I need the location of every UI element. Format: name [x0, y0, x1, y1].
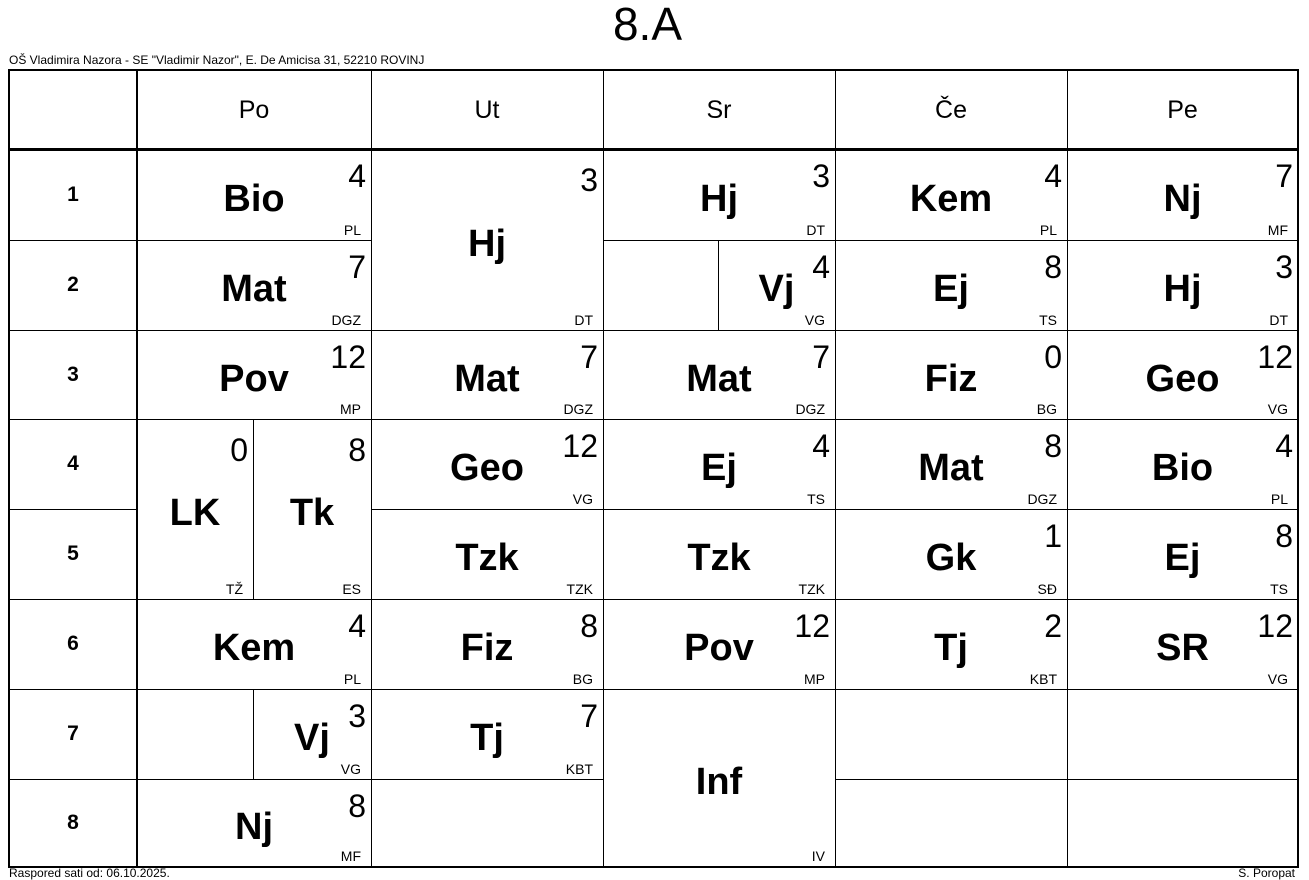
row-divider [137, 779, 371, 780]
period-label: 6 [67, 632, 79, 655]
row-divider [10, 689, 136, 690]
lesson-subject: Mat [686, 357, 752, 400]
lesson-teacher: TŽ [225, 581, 243, 597]
lesson-room: 8 [1044, 249, 1062, 285]
lesson-teacher: MF [1267, 222, 1288, 238]
lesson-teacher: DGZ [331, 312, 361, 328]
lesson-teacher: TS [1039, 312, 1057, 328]
lesson-teacher: BG [572, 671, 593, 687]
row-divider [137, 240, 371, 241]
lesson-room: 7 [1275, 158, 1293, 194]
lesson-subject: Fiz [924, 357, 978, 400]
row-divider [10, 240, 136, 241]
lesson-subject: Mat [454, 357, 520, 400]
lesson-subject: Tj [470, 717, 504, 759]
lesson-room: 12 [794, 608, 830, 644]
lesson-cell [603, 689, 835, 866]
row-divider [1067, 689, 1298, 690]
row-divider [603, 330, 835, 331]
lesson-subject: Tk [289, 492, 335, 534]
lesson-cell [603, 509, 835, 599]
lesson-teacher: TZK [798, 581, 825, 597]
lesson-subject: Mat [918, 447, 984, 489]
lesson-teacher: MP [804, 671, 825, 687]
row-divider [835, 330, 1067, 331]
lesson-cell [603, 419, 835, 509]
group-divider [253, 689, 254, 779]
row-divider [10, 779, 136, 780]
lesson-teacher: KBT [1029, 671, 1057, 687]
lesson-cell [1067, 330, 1298, 419]
lesson-subject: Tj [934, 627, 968, 669]
lesson-cell [835, 240, 1067, 330]
row-divider [835, 509, 1067, 510]
row-divider [1067, 509, 1298, 510]
lesson-cell [137, 330, 371, 419]
lesson-room: 8 [348, 432, 366, 468]
lesson-teacher: PL [343, 222, 361, 238]
lesson-room: 2 [1044, 608, 1062, 644]
lesson-subject: Hj [468, 222, 506, 265]
lesson-cell [137, 779, 371, 866]
lesson-cell [1067, 149, 1298, 240]
lesson-subject: Tzk [455, 537, 519, 579]
lesson-teacher: MF [340, 848, 361, 864]
row-divider [835, 599, 1067, 600]
period-label: 1 [67, 182, 79, 206]
lesson-subject: Tzk [687, 537, 751, 579]
lesson-cell [137, 599, 371, 689]
row-divider [137, 419, 371, 420]
group-divider [253, 419, 254, 599]
lesson-teacher: PL [1039, 222, 1057, 238]
lesson-subject: Bio [223, 177, 285, 220]
lesson-cell [371, 509, 603, 599]
lesson-teacher: PL [343, 671, 361, 687]
author: S. Poropat [1238, 866, 1295, 880]
lesson-room: 7 [348, 249, 366, 285]
lesson-cell [137, 149, 371, 240]
lesson-subject: Nj [1163, 177, 1202, 220]
period-label: 2 [67, 273, 79, 296]
row-divider [1067, 419, 1298, 420]
lesson-room: 3 [348, 698, 366, 734]
row-divider [1067, 240, 1298, 241]
day-header: Pe [1167, 95, 1198, 124]
lesson-room: 3 [812, 158, 830, 194]
lesson-room: 7 [812, 339, 830, 375]
lesson-cell [371, 419, 603, 509]
lesson-teacher: VG [340, 761, 361, 777]
lesson-room: 4 [1044, 158, 1062, 194]
lesson-cell [1067, 599, 1298, 689]
row-divider [1067, 599, 1298, 600]
lesson-teacher: DGZ [563, 401, 593, 417]
group-divider [718, 240, 719, 330]
lesson-subject: SR [1156, 627, 1209, 669]
lesson-room: 0 [1044, 339, 1062, 375]
lesson-cell [371, 599, 603, 689]
lesson-subject: Hj [1163, 268, 1202, 310]
school-name: OŠ Vladimira Nazora - SE "Vladimir Nazor", E. De Amicisa 31, 52210 ROVINJ [9, 53, 425, 67]
lesson-teacher: SĐ [1037, 581, 1057, 597]
lesson-subject: Kem [909, 177, 993, 220]
row-divider [371, 419, 603, 420]
lesson-room: 8 [580, 608, 598, 644]
row-divider [603, 689, 835, 690]
lesson-subject: Geo [1145, 357, 1220, 400]
lesson-room: 7 [580, 339, 598, 375]
lesson-subject: Mat [221, 268, 287, 310]
row-divider [835, 240, 1067, 241]
lesson-teacher: VG [804, 312, 825, 328]
lesson-teacher: VG [1267, 671, 1288, 687]
lesson-teacher: IV [811, 848, 825, 864]
lesson-teacher: VG [572, 491, 593, 507]
lesson-room: 4 [348, 158, 366, 194]
lesson-room: 8 [348, 788, 366, 824]
lesson-teacher: VG [1267, 401, 1288, 417]
lesson-room: 3 [580, 162, 598, 198]
row-divider [371, 509, 603, 510]
lesson-cell [1067, 240, 1298, 330]
lesson-room: 4 [812, 249, 830, 285]
row-divider [10, 509, 136, 510]
lesson-room: 12 [1257, 339, 1293, 375]
lesson-cell [371, 330, 603, 419]
row-divider [1067, 330, 1298, 331]
lesson-subject: Fiz [460, 627, 514, 669]
period-label: 5 [67, 542, 79, 565]
lesson-subject: Vj [294, 717, 330, 759]
lesson-cell [835, 509, 1067, 599]
lesson-subject: LK [169, 492, 221, 534]
row-divider [603, 599, 835, 600]
lesson-cell [253, 689, 371, 779]
lesson-cell [371, 149, 603, 330]
lesson-room: 1 [1044, 518, 1062, 554]
lesson-cell [603, 330, 835, 419]
lesson-room: 8 [1275, 518, 1293, 554]
lesson-room: 8 [1044, 428, 1062, 464]
lesson-room: 4 [812, 428, 830, 464]
lesson-cell [835, 419, 1067, 509]
row-divider [137, 689, 371, 690]
row-divider [371, 599, 603, 600]
lesson-cell [603, 149, 835, 240]
lesson-room: 4 [348, 608, 366, 644]
row-divider [137, 330, 371, 331]
lesson-room: 7 [580, 698, 598, 734]
day-header: Po [238, 95, 270, 124]
lesson-subject: Ej [1164, 537, 1201, 579]
row-divider [10, 419, 136, 420]
row-divider [10, 330, 136, 331]
lesson-cell [835, 149, 1067, 240]
day-header: Ut [474, 95, 500, 124]
lesson-cell [1067, 509, 1298, 599]
row-divider [603, 509, 835, 510]
lesson-teacher: TS [807, 491, 825, 507]
lesson-cell [137, 240, 371, 330]
lesson-cell [835, 599, 1067, 689]
lesson-subject: Ej [933, 268, 969, 310]
lesson-subject: Pov [219, 357, 289, 400]
period-label: 7 [67, 722, 79, 745]
period-label: 3 [67, 362, 79, 386]
row-divider [835, 689, 1067, 690]
lesson-cell [1067, 419, 1298, 509]
lesson-teacher: PL [1270, 491, 1288, 507]
lesson-cell [835, 330, 1067, 419]
lesson-subject: Nj [235, 805, 273, 848]
lesson-teacher: DT [806, 222, 825, 238]
lesson-teacher: DT [1269, 312, 1288, 328]
row-divider [10, 599, 136, 600]
row-divider [371, 330, 603, 331]
lesson-subject: Hj [700, 177, 738, 220]
lesson-cell [137, 419, 253, 599]
lesson-room: 0 [230, 432, 248, 468]
lesson-subject: Kem [212, 627, 296, 669]
lesson-cell [603, 599, 835, 689]
row-divider [371, 689, 603, 690]
period-label: 4 [67, 452, 79, 475]
lesson-teacher: BG [1036, 401, 1057, 417]
lesson-subject: Ej [701, 447, 737, 489]
day-header: Če [935, 95, 967, 124]
lesson-teacher: DGZ [795, 401, 825, 417]
schedule-date: Raspored sati od: 06.10.2025. [9, 866, 170, 880]
lesson-teacher: KBT [565, 761, 593, 777]
lesson-teacher: ES [342, 581, 361, 597]
lesson-teacher: DGZ [1027, 491, 1057, 507]
row-divider [137, 599, 371, 600]
lesson-teacher: TZK [566, 581, 593, 597]
lesson-subject: Pov [684, 627, 754, 669]
lesson-subject: Geo [450, 447, 524, 489]
lesson-room: 12 [562, 428, 598, 464]
lesson-subject: Gk [925, 537, 977, 579]
lesson-subject: Vj [758, 268, 795, 310]
lesson-room: 4 [1275, 428, 1293, 464]
class-title: 8.A [612, 0, 683, 50]
row-divider [603, 419, 835, 420]
row-divider [1067, 779, 1298, 780]
period-label: 8 [67, 810, 79, 834]
lesson-subject: Bio [1151, 447, 1214, 489]
lesson-cell [371, 689, 603, 779]
day-header: Sr [706, 95, 732, 124]
row-divider [835, 779, 1067, 780]
lesson-room: 12 [330, 339, 366, 375]
lesson-cell [253, 419, 371, 599]
row-divider [603, 240, 835, 241]
row-divider [835, 419, 1067, 420]
lesson-teacher: DT [574, 312, 593, 328]
lesson-teacher: TS [1270, 581, 1288, 597]
lesson-cell [718, 240, 835, 330]
lesson-room: 3 [1275, 249, 1293, 285]
row-divider [371, 779, 603, 780]
lesson-teacher: MP [340, 401, 361, 417]
lesson-subject: Inf [695, 760, 743, 803]
lesson-room: 12 [1257, 608, 1293, 644]
